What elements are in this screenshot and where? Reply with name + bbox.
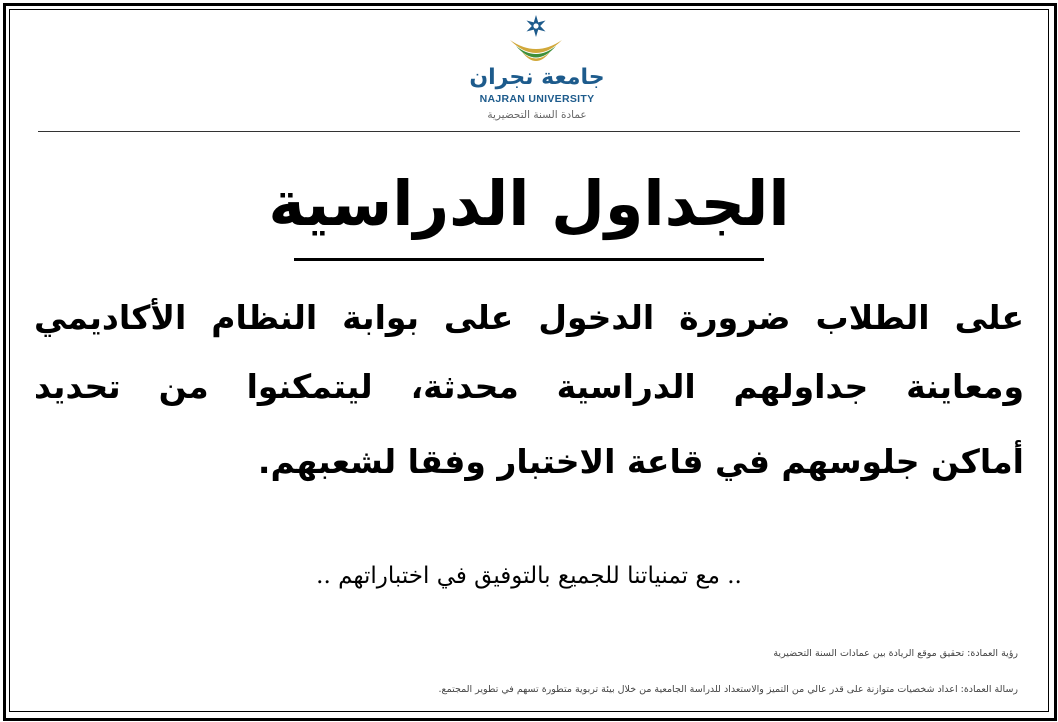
notice-line-1: على الطلاب ضرورة الدخول على بوابة النظام الأكاديمي [34, 298, 1024, 337]
page-title: الجداول الدراسية [268, 167, 790, 240]
footer-mission: رسالة العمادة: اعداد شخصيات متوازنة على قدر عالي من التميز والاستعداد للدراسة الجامعية من خلال بيئة تربوية متطورة تسهم في تطوير المجتمع. [438, 684, 1018, 695]
notice-line-3: أماكن جلوسهم في قاعة الاختبار وفقا لشعبهم. [257, 442, 1024, 481]
title-underline [294, 258, 764, 261]
header-divider [38, 131, 1020, 132]
good-luck-message: .. مع تمنياتنا للجميع بالتوفيق في اختباراتهم .. [316, 563, 742, 589]
notice-line-2: ومعاينة جداولهم الدراسية محدثة، ليتمكنوا من تحديد [34, 367, 1024, 406]
logo-english-text: NAJRAN UNIVERSITY [479, 93, 595, 105]
footer-vision: رؤية العمادة: تحقيق موقع الريادة بين عمادات السنة التحضيرية [773, 648, 1018, 659]
logo-arabic-text: جامعة نجران [469, 65, 605, 90]
university-logo [462, 14, 612, 126]
department-name: عمادة السنة التحضيرية [487, 109, 587, 121]
najran-university-emblem-icon [506, 14, 566, 72]
